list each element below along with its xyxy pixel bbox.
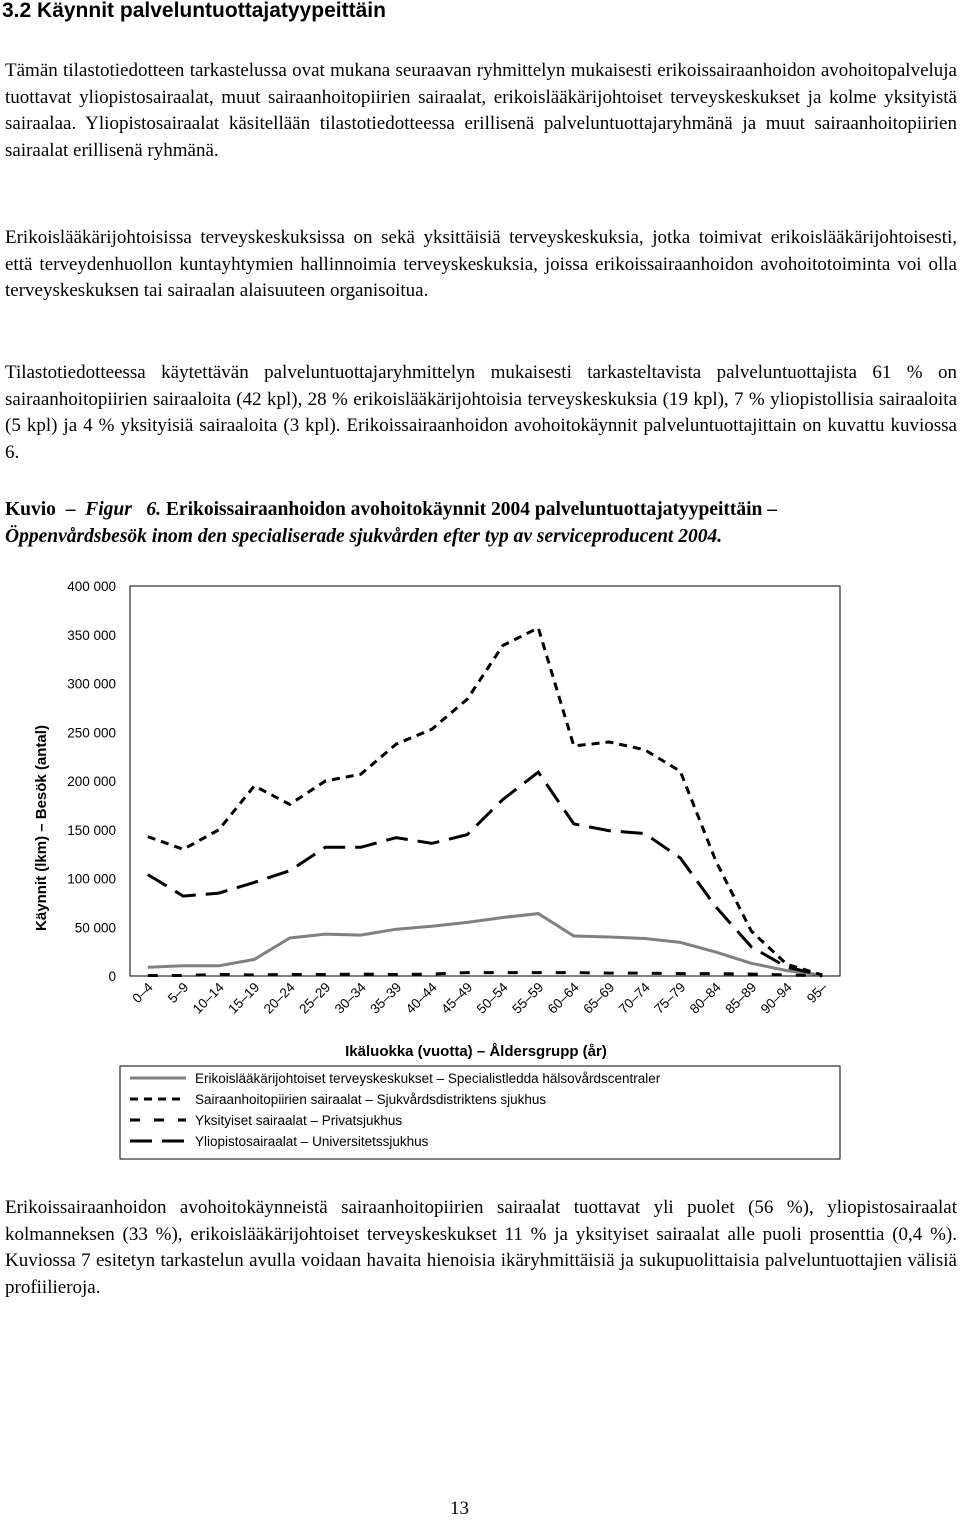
- y-tick-label: 250 000: [67, 725, 116, 741]
- paragraph-4: Erikoissairaanhoidon avohoitokäynneistä sairaanhoitopiirien sairaalat tuottavat yli puolet (56 %), yliopistosairaalat kolmanneksen (33 %), erikoislääkärijohtoiset terveyskeskukset 11 % ja yksityiset sairaalat alle puoli prosenttia (0,4 %). Kuviossa 7 esitetyn tarkastelun avulla voidaan havaita hienoisia ikäryhmittäisiä ja sukupuolittaisia palveluntuottajien välisiä profiilieroja.: [5, 1197, 957, 1298]
- y-tick-label: 200 000: [67, 774, 116, 789]
- caption-title-fi: Erikoissairaanhoidon avohoitokäynnit 2004 palveluntuottajatyypeittäin –: [165, 499, 778, 520]
- caption-number: 6.: [146, 499, 162, 520]
- x-tick-labels: [129, 979, 830, 1016]
- paragraph-2: Erikoislääkärijohtoisissa terveyskeskuksissa on sekä yksittäisiä terveyskeskuksia, jotka toimivat erikoislääkärijohtoisesti, että terveydenhuollon kuntayhtymien hallinnoimia terveyskeskuksia, joissa erikoissairaanhoidon avohoitotoiminta voi olla terveyskeskuksen tai sairaalan alaisuuteen organisoitua.: [5, 227, 957, 301]
- legend-label: Yksityiset sairaalat – Privatsjukhus: [195, 1113, 403, 1128]
- x-tick-label: 0–4: [129, 979, 156, 1007]
- series-line-3: [148, 973, 823, 976]
- x-tick-label: 60–64: [544, 979, 582, 1017]
- x-tick-label: 95–: [803, 979, 831, 1007]
- x-tick-label: 55–59: [509, 979, 547, 1017]
- caption-label-fi: Kuvio: [5, 499, 56, 520]
- legend-label: Sairaanhoitopiirien sairaalat – Sjukvårdsdistriktens sjukhus: [195, 1092, 547, 1107]
- section-heading: 3.2 Käynnit palveluntuottajatyypeittäin: [2, 0, 386, 22]
- series-line-2: [148, 628, 823, 975]
- figure-caption: Kuvio – Figur 6. Erikoissairaanhoidon avohoitokäynnit 2004 palveluntuottajatyypeittäin – Öppenvårdsbesök inom den specialiserade sjukvården efter typ av serviceproducent 2004.: [5, 496, 960, 550]
- x-tick-label: 40–44: [402, 979, 440, 1017]
- x-tick-label: 5–9: [164, 979, 192, 1007]
- legend-label: Yliopistosairaalat – Universitetssjukhus: [195, 1134, 429, 1149]
- x-tick-label: 50–54: [473, 979, 511, 1017]
- visits-line-chart: [0, 560, 960, 1160]
- y-tick-labels: [67, 579, 116, 984]
- y-tick-label: 100 000: [67, 871, 116, 887]
- x-tick-label: 80–84: [686, 979, 724, 1017]
- page-number: 13: [450, 1498, 469, 1519]
- x-tick-label: 25–29: [296, 979, 334, 1017]
- x-tick-label: 15–19: [225, 979, 263, 1017]
- y-tick-label: 0: [108, 969, 116, 984]
- x-tick-label: 45–49: [438, 979, 476, 1017]
- paragraph-1: Tämän tilastotiedotteen tarkastelussa ovat mukana seuraavan ryhmittelyn mukaisesti erikoissairaanhoidon avohoitopalveluja tuottavat yliopistosairaalat, muut sairaanhoitopiirien sairaalat, erikoislääkärijohtoiset terveyskeskukset ja kolme yksityistä sairaalaa. Yliopistosairaalat käsitellään tilastotiedotteessa erillisenä palveluntuottajaryhmänä ja muut sairaanhoitopiirien sairaalat erillisenä ryhmänä.: [5, 60, 957, 161]
- x-tick-label: 90–94: [757, 979, 795, 1017]
- x-tick-label: 30–34: [331, 979, 369, 1017]
- plot-area: [130, 586, 840, 976]
- x-tick-label: 65–69: [580, 979, 618, 1017]
- caption-title-sv: Öppenvårdsbesök inom den specialiserade sjukvården efter typ av serviceproducent 2004.: [5, 526, 723, 547]
- y-tick-label: 350 000: [67, 627, 116, 643]
- x-tick-label: 70–74: [615, 979, 653, 1017]
- y-tick-label: 300 000: [67, 676, 116, 692]
- series-lines: [148, 628, 823, 976]
- y-tick-label: 50 000: [74, 920, 116, 936]
- x-tick-label: 10–14: [189, 979, 227, 1017]
- legend-label: Erikoislääkärijohtoiset terveyskeskukset – Specialistledda hälsovårdscentraler: [195, 1071, 661, 1086]
- x-tick-label: 75–79: [651, 979, 689, 1017]
- y-tick-label: 400 000: [67, 579, 116, 594]
- series-line-4: [148, 772, 823, 975]
- y-axis-label: Käynnit (lkm) – Besök (antal): [33, 725, 50, 931]
- x-tick-label: 35–39: [367, 979, 405, 1017]
- x-tick-label: 20–24: [260, 979, 298, 1017]
- x-tick-label: 85–89: [722, 979, 760, 1017]
- y-tick-label: 150 000: [67, 822, 116, 838]
- caption-label-sv: Figur: [85, 499, 132, 520]
- paragraph-3: Tilastotiedotteessa käytettävän palveluntuottajaryhmittelyn mukaisesti tarkasteltavista palveluntuottajista 61 % on sairaanhoitopiirien sairaaloita (42 kpl), 28 % erikoislääkärijohtoisia terveyskeskuksia (19 kpl), 7 % yliopistollisia sairaaloita (5 kpl) ja 4 % yksityisiä sairaaloita (3 kpl). Erikoissairaanhoidon avohoitokäynnit palveluntuottajittain on kuvattu kuviossa 6.: [5, 362, 957, 463]
- legend: [130, 1071, 661, 1149]
- series-line-1: [148, 914, 823, 975]
- x-axis-label: Ikäluokka (vuotta) – Åldersgrupp (år): [345, 1043, 607, 1060]
